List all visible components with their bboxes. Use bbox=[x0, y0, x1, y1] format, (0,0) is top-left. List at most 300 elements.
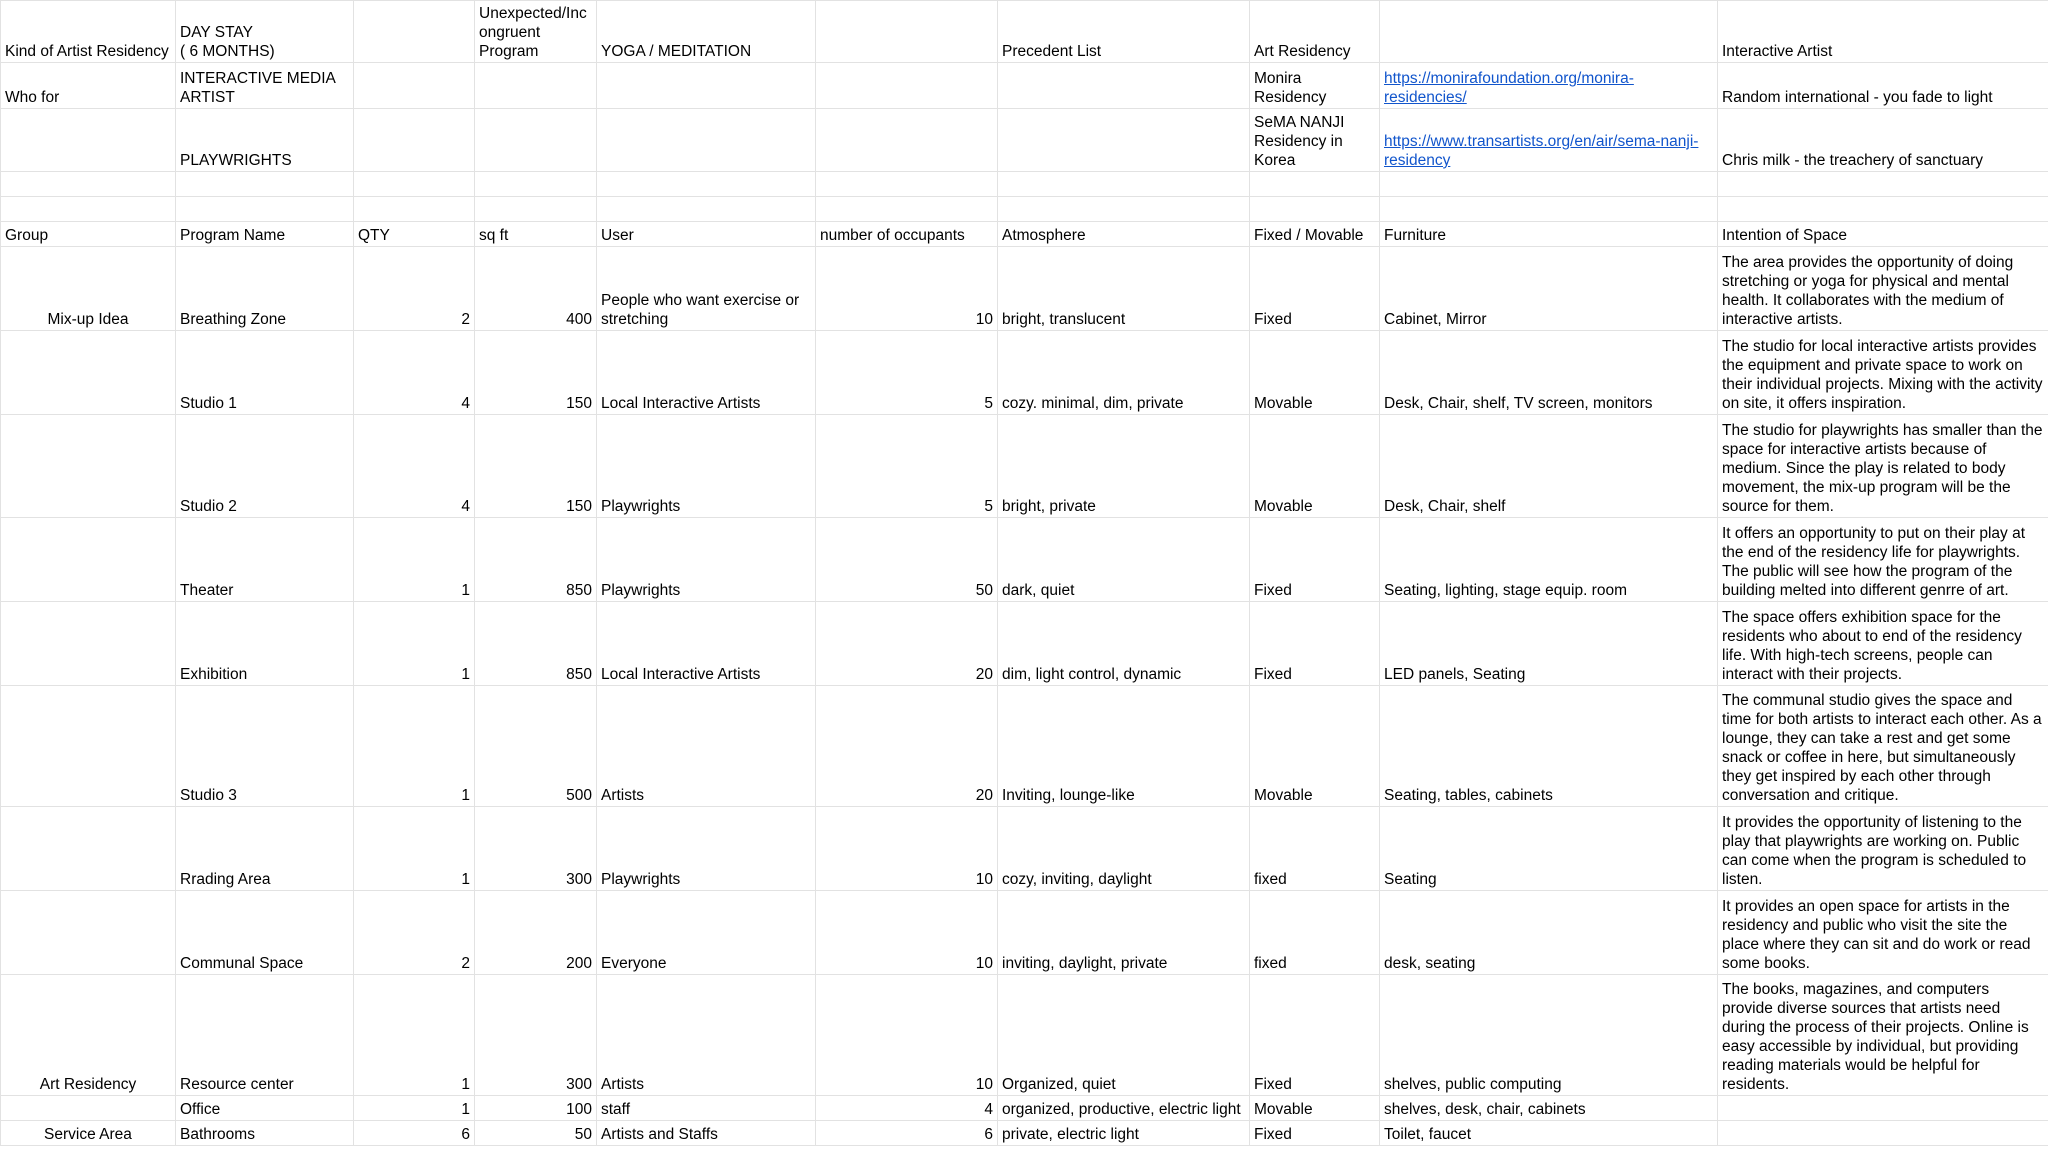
cell-text: Toilet, faucet bbox=[1384, 1126, 1472, 1143]
header-cell[interactable] bbox=[1718, 63, 2048, 109]
cell-text: Seating bbox=[1384, 871, 1437, 888]
cell-text: Desk, Chair, shelf bbox=[1384, 498, 1506, 515]
cell-fixed-movable[interactable] bbox=[1250, 975, 1380, 1096]
cell-user[interactable] bbox=[597, 686, 816, 807]
cell-text: Playwrights bbox=[601, 871, 681, 888]
cell-text: 1 bbox=[461, 1101, 470, 1118]
cell-program-name[interactable] bbox=[176, 247, 354, 331]
cell-text: Fixed bbox=[1254, 1126, 1292, 1143]
cell-user[interactable] bbox=[597, 518, 816, 602]
cell-occupants[interactable] bbox=[816, 1096, 998, 1121]
cell-text: Fixed / Movable bbox=[1254, 227, 1364, 244]
column-header-occupants[interactable] bbox=[816, 222, 998, 247]
header-cell[interactable] bbox=[354, 109, 475, 172]
cell-group[interactable] bbox=[1, 975, 176, 1096]
cell-text: It provides an open space for artists in the residency and public who visit the site the place where they can sit and do work or read some books. bbox=[1722, 898, 2031, 972]
cell-atmosphere[interactable] bbox=[998, 518, 1250, 602]
cell-text: Rrading Area bbox=[180, 871, 271, 888]
empty-cell[interactable] bbox=[597, 172, 816, 197]
cell-intention[interactable] bbox=[1718, 247, 2048, 331]
cell-text: Desk, Chair, shelf, TV screen, monitors bbox=[1384, 395, 1653, 412]
cell-group[interactable] bbox=[1, 331, 176, 415]
cell-text: 150 bbox=[566, 395, 592, 412]
table-row bbox=[1, 331, 2048, 415]
cell-intention[interactable] bbox=[1718, 415, 2048, 518]
cell-text: 20 bbox=[975, 666, 993, 683]
cell-text: The studio for playwrights has smaller than the space for interactive artists because of medium. Since the play is related to body movement, the mix-up program will be the source for them. bbox=[1722, 422, 2043, 515]
cell-furniture[interactable] bbox=[1380, 331, 1718, 415]
table-row bbox=[1, 686, 2048, 807]
cell-group[interactable] bbox=[1, 518, 176, 602]
cell-atmosphere[interactable] bbox=[998, 247, 1250, 331]
header-cell[interactable] bbox=[475, 1, 597, 63]
cell-group[interactable] bbox=[1, 686, 176, 807]
cell-occupants[interactable] bbox=[816, 891, 998, 975]
cell-text: inviting, daylight, private bbox=[1002, 955, 1168, 972]
cell-qty[interactable] bbox=[354, 891, 475, 975]
cell-text: Resource center bbox=[180, 1076, 294, 1093]
header-cell[interactable] bbox=[1718, 1, 2048, 63]
cell-text: private, electric light bbox=[1002, 1126, 1139, 1143]
cell-atmosphere[interactable] bbox=[998, 1121, 1250, 1146]
cell-text: Movable bbox=[1254, 395, 1313, 412]
column-header-furniture[interactable] bbox=[1380, 222, 1718, 247]
cell-sq-ft[interactable] bbox=[475, 1096, 597, 1121]
cell-atmosphere[interactable] bbox=[998, 415, 1250, 518]
cell-text: Inviting, lounge-like bbox=[1002, 787, 1135, 804]
cell-program-name[interactable] bbox=[176, 891, 354, 975]
empty-cell[interactable] bbox=[354, 197, 475, 222]
cell-text: User bbox=[601, 227, 634, 244]
header-cell[interactable] bbox=[354, 63, 475, 109]
cell-occupants[interactable] bbox=[816, 602, 998, 686]
table-row bbox=[1, 247, 2048, 331]
cell-fixed-movable[interactable] bbox=[1250, 247, 1380, 331]
cell-qty[interactable] bbox=[354, 331, 475, 415]
cell-text: Art Residency bbox=[39, 1076, 137, 1093]
header-cell[interactable] bbox=[1250, 1, 1380, 63]
cell-text: Program Name bbox=[180, 227, 286, 244]
cell-occupants[interactable] bbox=[816, 1121, 998, 1146]
cell-qty[interactable] bbox=[354, 975, 475, 1096]
cell-intention[interactable] bbox=[1718, 518, 2048, 602]
cell-text: Artists and Staffs bbox=[601, 1126, 718, 1143]
cell-text: 20 bbox=[975, 787, 993, 804]
empty-cell[interactable] bbox=[475, 197, 597, 222]
cell-text: Seating, tables, cabinets bbox=[1384, 787, 1553, 804]
cell-text: Organized, quiet bbox=[1002, 1076, 1116, 1093]
cell-user[interactable] bbox=[597, 975, 816, 1096]
cell-text: Mix-up Idea bbox=[47, 311, 129, 328]
cell-intention[interactable] bbox=[1718, 891, 2048, 975]
cell-text: SeMA NANJI Residency in Korea bbox=[1254, 114, 1345, 169]
cell-program-name[interactable] bbox=[176, 807, 354, 891]
cell-text: Artists bbox=[601, 787, 645, 804]
cell-furniture[interactable] bbox=[1380, 518, 1718, 602]
header-cell[interactable] bbox=[354, 1, 475, 63]
cell-text: 10 bbox=[975, 1076, 993, 1093]
cell-user[interactable] bbox=[597, 415, 816, 518]
cell-furniture[interactable] bbox=[1380, 247, 1718, 331]
cell-text: Random international - you fade to light bbox=[1722, 89, 1993, 106]
header-cell[interactable] bbox=[1380, 1, 1718, 63]
cell-program-name[interactable] bbox=[176, 602, 354, 686]
cell-text: Movable bbox=[1254, 787, 1313, 804]
header-cell[interactable] bbox=[176, 1, 354, 63]
link[interactable]: https://www.transartists.org/en/air/sema-nanji-residency bbox=[1384, 133, 1699, 169]
cell-furniture[interactable] bbox=[1380, 807, 1718, 891]
table-row bbox=[1, 602, 2048, 686]
cell-intention[interactable] bbox=[1718, 1121, 2048, 1146]
cell-atmosphere[interactable] bbox=[998, 1096, 1250, 1121]
cell-text: Breathing Zone bbox=[180, 311, 286, 328]
cell-qty[interactable] bbox=[354, 602, 475, 686]
cell-text: It provides the opportunity of listening to the play that playwrights are working on. Public can come when the program is scheduled to listen. bbox=[1722, 814, 2027, 888]
cell-text: Local Interactive Artists bbox=[601, 666, 761, 683]
cell-user[interactable] bbox=[597, 602, 816, 686]
cell-text: The studio for local interactive artists provides the equipment and private space to work on their individual projects. Mixing with the activity on site, it offers inspiration. bbox=[1722, 338, 2043, 412]
cell-text: Art Residency bbox=[1254, 43, 1351, 60]
cell-sq-ft[interactable] bbox=[475, 891, 597, 975]
cell-text: 500 bbox=[566, 787, 592, 804]
cell-text: The books, magazines, and computers provide diverse sources that artists need during the process of their projects. Online is easy accessible by individual, but providing reading materials would be helpful for residents. bbox=[1722, 981, 2029, 1093]
cell-text: Chris milk - the treachery of sanctuary bbox=[1722, 152, 1984, 169]
cell-text: 850 bbox=[566, 582, 592, 599]
cell-text: fixed bbox=[1254, 871, 1287, 888]
column-header-intention[interactable] bbox=[1718, 222, 2048, 247]
cell-furniture[interactable] bbox=[1380, 602, 1718, 686]
cell-text: INTERACTIVE MEDIA ARTIST bbox=[180, 70, 336, 106]
link[interactable]: https://monirafoundation.org/monira-residencies/ bbox=[1384, 70, 1634, 106]
cell-text: Intention of Space bbox=[1722, 227, 1847, 244]
empty-cell[interactable] bbox=[998, 172, 1250, 197]
cell-qty[interactable] bbox=[354, 1096, 475, 1121]
cell-text: 300 bbox=[566, 871, 592, 888]
cell-atmosphere[interactable] bbox=[998, 975, 1250, 1096]
cell-program-name[interactable] bbox=[176, 518, 354, 602]
cell-text: Studio 3 bbox=[180, 787, 237, 804]
cell-text: LED panels, Seating bbox=[1384, 666, 1526, 683]
cell-user[interactable] bbox=[597, 891, 816, 975]
cell-text: 2 bbox=[461, 955, 470, 972]
table-row bbox=[1, 415, 2048, 518]
cell-group[interactable] bbox=[1, 602, 176, 686]
cell-atmosphere[interactable] bbox=[998, 807, 1250, 891]
cell-text: Studio 1 bbox=[180, 395, 237, 412]
cell-furniture[interactable] bbox=[1380, 891, 1718, 975]
cell-text: Movable bbox=[1254, 1101, 1313, 1118]
cell-sq-ft[interactable] bbox=[475, 1121, 597, 1146]
empty-cell[interactable] bbox=[1718, 197, 2048, 222]
cell-text: 150 bbox=[566, 498, 592, 515]
cell-text: 1 bbox=[461, 666, 470, 683]
header-cell[interactable] bbox=[597, 109, 816, 172]
cell-text: 400 bbox=[566, 311, 592, 328]
cell-text: 50 bbox=[975, 582, 993, 599]
cell-user[interactable] bbox=[597, 1121, 816, 1146]
cell-text: Studio 2 bbox=[180, 498, 237, 515]
cell-text: It offers an opportunity to put on their play at the end of the residency life for playwrights. The public will see how the program of the building melted into different genrre of art. bbox=[1722, 525, 2026, 599]
cell-user[interactable] bbox=[597, 807, 816, 891]
cell-text: People who want exercise or stretching bbox=[601, 292, 800, 328]
cell-group[interactable] bbox=[1, 807, 176, 891]
header-cell[interactable] bbox=[816, 1, 998, 63]
cell-furniture[interactable] bbox=[1380, 415, 1718, 518]
cell-text: 1 bbox=[461, 582, 470, 599]
cell-group[interactable] bbox=[1, 1121, 176, 1146]
cell-sq-ft[interactable] bbox=[475, 247, 597, 331]
header-cell[interactable] bbox=[597, 63, 816, 109]
column-header-atmosphere[interactable] bbox=[998, 222, 1250, 247]
cell-furniture[interactable] bbox=[1380, 975, 1718, 1096]
cell-qty[interactable] bbox=[354, 1121, 475, 1146]
cell-sq-ft[interactable] bbox=[475, 602, 597, 686]
empty-cell[interactable] bbox=[1, 172, 176, 197]
cell-text: Who for bbox=[5, 89, 60, 106]
cell-text: 4 bbox=[461, 498, 470, 515]
cell-text: number of occupants bbox=[820, 227, 965, 244]
cell-text: PLAYWRIGHTS bbox=[180, 152, 292, 169]
cell-program-name[interactable] bbox=[176, 686, 354, 807]
cell-text: Furniture bbox=[1384, 227, 1447, 244]
cell-occupants[interactable] bbox=[816, 415, 998, 518]
cell-furniture[interactable] bbox=[1380, 1121, 1718, 1146]
cell-program-name[interactable] bbox=[176, 331, 354, 415]
empty-cell[interactable] bbox=[1380, 172, 1718, 197]
empty-cell[interactable] bbox=[1250, 197, 1380, 222]
header-cell[interactable] bbox=[998, 109, 1250, 172]
column-header-user[interactable] bbox=[597, 222, 816, 247]
cell-atmosphere[interactable] bbox=[998, 331, 1250, 415]
cell-text: Precedent List bbox=[1002, 43, 1102, 60]
empty-cell[interactable] bbox=[998, 197, 1250, 222]
cell-text: desk, seating bbox=[1384, 955, 1476, 972]
table-row bbox=[1, 807, 2048, 891]
column-header-sq-ft[interactable] bbox=[475, 222, 597, 247]
cell-occupants[interactable] bbox=[816, 518, 998, 602]
cell-atmosphere[interactable] bbox=[998, 602, 1250, 686]
cell-occupants[interactable] bbox=[816, 807, 998, 891]
cell-text: cozy, inviting, daylight bbox=[1002, 871, 1152, 888]
empty-cell[interactable] bbox=[816, 197, 998, 222]
cell-text: Playwrights bbox=[601, 582, 681, 599]
cell-sq-ft[interactable] bbox=[475, 415, 597, 518]
table-row bbox=[1, 975, 2048, 1096]
cell-text: 200 bbox=[566, 955, 592, 972]
cell-text: 1 bbox=[461, 871, 470, 888]
header-cell[interactable] bbox=[1380, 109, 1718, 172]
cell-text: organized, productive, electric light bbox=[1002, 1101, 1241, 1118]
cell-text: shelves, public computing bbox=[1384, 1076, 1562, 1093]
table-row bbox=[1, 1121, 2048, 1146]
cell-text: QTY bbox=[358, 227, 390, 244]
header-row bbox=[1, 63, 2048, 109]
header-row bbox=[1, 1, 2048, 63]
cell-intention[interactable] bbox=[1718, 602, 2048, 686]
cell-occupants[interactable] bbox=[816, 975, 998, 1096]
cell-text: 300 bbox=[566, 1076, 592, 1093]
cell-sq-ft[interactable] bbox=[475, 518, 597, 602]
cell-atmosphere[interactable] bbox=[998, 891, 1250, 975]
cell-sq-ft[interactable] bbox=[475, 807, 597, 891]
header-cell[interactable] bbox=[816, 109, 998, 172]
column-header-row bbox=[1, 222, 2048, 247]
empty-cell[interactable] bbox=[1250, 172, 1380, 197]
column-header-fixed-movable[interactable] bbox=[1250, 222, 1380, 247]
cell-qty[interactable] bbox=[354, 518, 475, 602]
header-cell[interactable] bbox=[1250, 63, 1380, 109]
cell-text: Service Area bbox=[44, 1126, 132, 1143]
cell-program-name[interactable] bbox=[176, 415, 354, 518]
cell-fixed-movable[interactable] bbox=[1250, 518, 1380, 602]
header-cell[interactable] bbox=[1, 63, 176, 109]
column-header-group[interactable] bbox=[1, 222, 176, 247]
empty-cell[interactable] bbox=[1718, 172, 2048, 197]
header-cell[interactable] bbox=[1250, 109, 1380, 172]
cell-user[interactable] bbox=[597, 1096, 816, 1121]
cell-text: Fixed bbox=[1254, 1076, 1292, 1093]
cell-text: Everyone bbox=[601, 955, 667, 972]
cell-furniture[interactable] bbox=[1380, 686, 1718, 807]
cell-occupants[interactable] bbox=[816, 331, 998, 415]
cell-occupants[interactable] bbox=[816, 247, 998, 331]
cell-fixed-movable[interactable] bbox=[1250, 1096, 1380, 1121]
cell-group[interactable] bbox=[1, 247, 176, 331]
cell-intention[interactable] bbox=[1718, 686, 2048, 807]
cell-text: Bathrooms bbox=[180, 1126, 255, 1143]
cell-text: Interactive Artist bbox=[1722, 43, 1833, 60]
cell-text: 4 bbox=[984, 1101, 993, 1118]
cell-user[interactable] bbox=[597, 247, 816, 331]
cell-sq-ft[interactable] bbox=[475, 975, 597, 1096]
header-cell[interactable] bbox=[475, 63, 597, 109]
cell-group[interactable] bbox=[1, 891, 176, 975]
header-cell[interactable] bbox=[998, 1, 1250, 63]
cell-text: 850 bbox=[566, 666, 592, 683]
empty-cell[interactable] bbox=[1, 197, 176, 222]
empty-cell[interactable] bbox=[176, 172, 354, 197]
header-cell[interactable] bbox=[998, 63, 1250, 109]
header-cell[interactable] bbox=[1380, 63, 1718, 109]
cell-fixed-movable[interactable] bbox=[1250, 331, 1380, 415]
cell-sq-ft[interactable] bbox=[475, 686, 597, 807]
header-cell[interactable] bbox=[1, 1, 176, 63]
cell-fixed-movable[interactable] bbox=[1250, 807, 1380, 891]
cell-text: dim, light control, dynamic bbox=[1002, 666, 1182, 683]
cell-text: The space offers exhibition space for the residents who about to end of the residency life. With high-tech screens, people can interact with their projects. bbox=[1722, 609, 2022, 683]
cell-text: The area provides the opportunity of doing stretching or yoga for physical and mental health. It collaborates with the medium of interactive artists. bbox=[1722, 254, 2014, 328]
header-cell[interactable] bbox=[475, 109, 597, 172]
cell-intention[interactable] bbox=[1718, 1096, 2048, 1121]
cell-text: 6 bbox=[984, 1126, 993, 1143]
cell-text: 5 bbox=[984, 395, 993, 412]
cell-text: Exhibition bbox=[180, 666, 248, 683]
cell-text: sq ft bbox=[479, 227, 509, 244]
cell-sq-ft[interactable] bbox=[475, 331, 597, 415]
header-cell[interactable] bbox=[1718, 109, 2048, 172]
cell-fixed-movable[interactable] bbox=[1250, 602, 1380, 686]
cell-text: Playwrights bbox=[601, 498, 681, 515]
empty-cell[interactable] bbox=[176, 197, 354, 222]
cell-occupants[interactable] bbox=[816, 686, 998, 807]
cell-qty[interactable] bbox=[354, 686, 475, 807]
empty-cell[interactable] bbox=[475, 172, 597, 197]
cell-text: 1 bbox=[461, 787, 470, 804]
cell-text: Atmosphere bbox=[1002, 227, 1086, 244]
cell-text: Seating, lighting, stage equip. room bbox=[1384, 582, 1627, 599]
cell-text: 5 bbox=[984, 498, 993, 515]
cell-intention[interactable] bbox=[1718, 807, 2048, 891]
header-cell[interactable] bbox=[597, 1, 816, 63]
cell-group[interactable] bbox=[1, 1096, 176, 1121]
cell-text: Fixed bbox=[1254, 666, 1292, 683]
column-header-qty[interactable] bbox=[354, 222, 475, 247]
empty-cell[interactable] bbox=[1380, 197, 1718, 222]
header-cell[interactable] bbox=[816, 63, 998, 109]
cell-program-name[interactable] bbox=[176, 1096, 354, 1121]
cell-text: Unexpected/Incongruent Program bbox=[479, 5, 587, 60]
blank-row bbox=[1, 172, 2048, 197]
cell-text: Group bbox=[5, 227, 49, 244]
table-row bbox=[1, 891, 2048, 975]
table-row bbox=[1, 518, 2048, 602]
cell-text: The communal studio gives the space and time for both artists to interact each other. As a lounge, they can take a rest and get some snack or coffee in here, but simultaneously they get inspired by each other through conversation and critique. bbox=[1722, 692, 2042, 804]
cell-text: Monira Residency bbox=[1254, 70, 1327, 106]
cell-text: staff bbox=[601, 1101, 631, 1118]
empty-cell[interactable] bbox=[597, 197, 816, 222]
table-row bbox=[1, 1096, 2048, 1121]
cell-atmosphere[interactable] bbox=[998, 686, 1250, 807]
cell-text: Fixed bbox=[1254, 311, 1292, 328]
cell-text: cozy. minimal, dim, private bbox=[1002, 395, 1184, 412]
cell-text: 50 bbox=[574, 1126, 592, 1143]
cell-text: 10 bbox=[975, 871, 993, 888]
cell-text: 10 bbox=[975, 311, 993, 328]
empty-cell[interactable] bbox=[816, 172, 998, 197]
cell-qty[interactable] bbox=[354, 415, 475, 518]
cell-text: bright, private bbox=[1002, 498, 1096, 515]
column-header-program-name[interactable] bbox=[176, 222, 354, 247]
cell-program-name[interactable] bbox=[176, 975, 354, 1096]
blank-row bbox=[1, 197, 2048, 222]
cell-qty[interactable] bbox=[354, 807, 475, 891]
cell-fixed-movable[interactable] bbox=[1250, 686, 1380, 807]
cell-text: 100 bbox=[566, 1101, 592, 1118]
cell-text: Communal Space bbox=[180, 955, 304, 972]
cell-text: Theater bbox=[180, 582, 234, 599]
cell-fixed-movable[interactable] bbox=[1250, 891, 1380, 975]
cell-text: 2 bbox=[461, 311, 470, 328]
cell-group[interactable] bbox=[1, 415, 176, 518]
cell-user[interactable] bbox=[597, 331, 816, 415]
cell-text: DAY STAY ( 6 MONTHS) bbox=[180, 24, 275, 60]
cell-text: bright, translucent bbox=[1002, 311, 1126, 328]
header-cell[interactable] bbox=[176, 109, 354, 172]
cell-furniture[interactable] bbox=[1380, 1096, 1718, 1121]
cell-intention[interactable] bbox=[1718, 331, 2048, 415]
cell-text: Local Interactive Artists bbox=[601, 395, 761, 412]
cell-text: 10 bbox=[975, 955, 993, 972]
header-cell[interactable] bbox=[1, 109, 176, 172]
cell-qty[interactable] bbox=[354, 247, 475, 331]
empty-cell[interactable] bbox=[354, 172, 475, 197]
cell-program-name[interactable] bbox=[176, 1121, 354, 1146]
header-cell[interactable] bbox=[176, 63, 354, 109]
cell-fixed-movable[interactable] bbox=[1250, 415, 1380, 518]
cell-text: 1 bbox=[461, 1076, 470, 1093]
cell-fixed-movable[interactable] bbox=[1250, 1121, 1380, 1146]
cell-intention[interactable] bbox=[1718, 975, 2048, 1096]
